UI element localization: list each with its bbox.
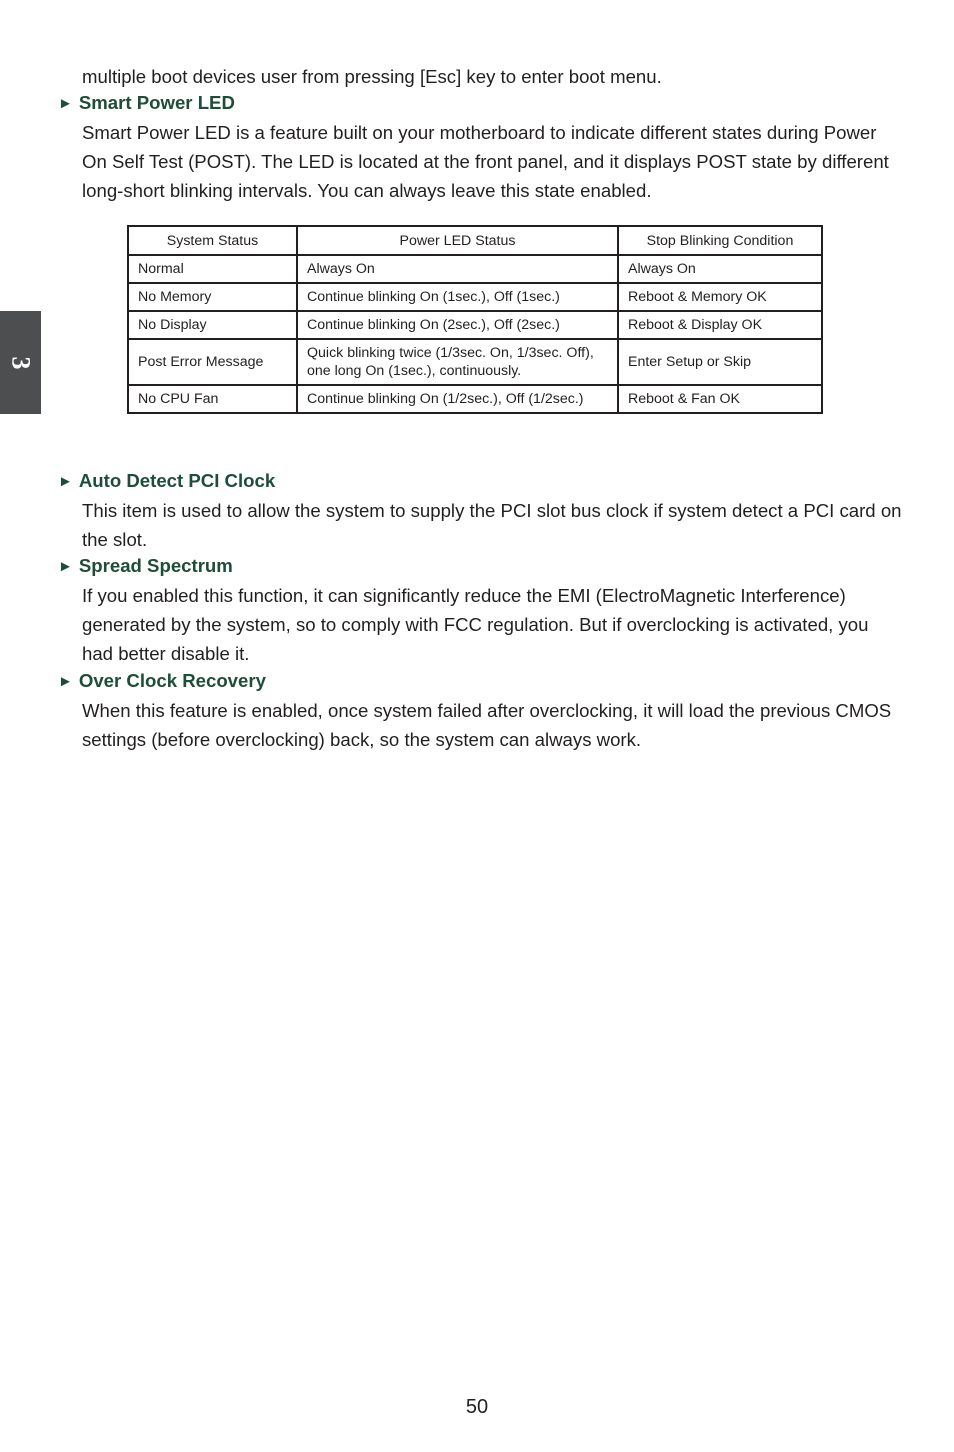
system-status-cell: Normal — [128, 255, 297, 283]
heading-smart-power-led — [58, 90, 235, 117]
power-led-status-cell: Continue blinking On (1/2sec.), Off (1/2sec.) — [297, 385, 618, 413]
stop-blinking-condition-cell: Reboot & Fan OK — [618, 385, 822, 413]
table-row — [128, 339, 822, 385]
chapter-number: 3 — [6, 356, 36, 369]
heading-label: Auto Detect PCI Clock — [78, 470, 276, 491]
power-led-status-cell: Always On — [297, 255, 618, 283]
stop-blinking-condition-cell: Enter Setup or Skip — [618, 339, 822, 385]
heading-auto-detect-pci-clock — [58, 468, 275, 495]
system-status-cell: No CPU Fan — [128, 385, 297, 413]
heading-over-clock-recovery — [58, 668, 266, 695]
power-led-status-cell: Quick blinking twice (1/3sec. On, 1/3sec. Off), one long On (1sec.), continuously. — [297, 339, 618, 385]
system-status-cell: No Display — [128, 311, 297, 339]
heading-label: Spread Spectrum — [78, 555, 233, 576]
header-power-led-status: Power LED Status — [297, 226, 618, 255]
heading-label: Over Clock Recovery — [78, 670, 266, 691]
intro-line: multiple boot devices user from pressing [Esc] key to enter boot menu. — [82, 66, 662, 87]
stop-blinking-condition-cell: Always On — [618, 255, 822, 283]
power-led-status-cell: Continue blinking On (1sec.), Off (1sec.) — [297, 283, 618, 311]
table-row — [128, 385, 822, 413]
stop-blinking-condition-cell: Reboot & Display OK — [618, 311, 822, 339]
page-number: 50 — [465, 1396, 489, 1418]
table-row — [128, 283, 822, 311]
right-triangle-icon: ► — [58, 473, 73, 490]
power-led-status-cell: Continue blinking On (2sec.), Off (2sec.) — [297, 311, 618, 339]
power-led-status-table — [127, 225, 823, 414]
header-system-status: System Status — [128, 226, 297, 255]
stop-blinking-condition-cell: Reboot & Memory OK — [618, 283, 822, 311]
system-status-cell: No Memory — [128, 283, 297, 311]
table-row — [128, 311, 822, 339]
header-stop-blinking-condition: Stop Blinking Condition — [618, 226, 822, 255]
smart-power-led-description: Smart Power LED is a feature built on your motherboard to indicate different states during Power On Self Test (POST). The LED is located at the front panel, and it displays POST state by different long-short blinking intervals. You can always leave this state enabled. — [82, 122, 889, 201]
table-row — [128, 255, 822, 283]
chapter-tab — [0, 311, 41, 414]
over-clock-recovery-description: When this feature is enabled, once system failed after overclocking, it will load the previous CMOS settings (before overclocking) back, so the system can always work. — [82, 700, 892, 750]
right-triangle-icon: ► — [58, 673, 73, 690]
heading-spread-spectrum — [58, 553, 233, 580]
spread-spectrum-description: If you enabled this function, it can significantly reduce the EMI (ElectroMagnetic Interference) generated by the system, so to comply with FCC regulation. But if overclocking is activated, you had better disable it. — [82, 585, 869, 664]
right-triangle-icon: ► — [58, 95, 73, 112]
right-triangle-icon: ► — [58, 558, 73, 575]
table-header-row — [128, 226, 822, 255]
auto-detect-pci-clock-description: This item is used to allow the system to supply the PCI slot bus clock if system detect a PCI card on the slot. — [82, 500, 902, 550]
heading-label: Smart Power LED — [78, 92, 235, 113]
system-status-cell: Post Error Message — [128, 339, 297, 385]
